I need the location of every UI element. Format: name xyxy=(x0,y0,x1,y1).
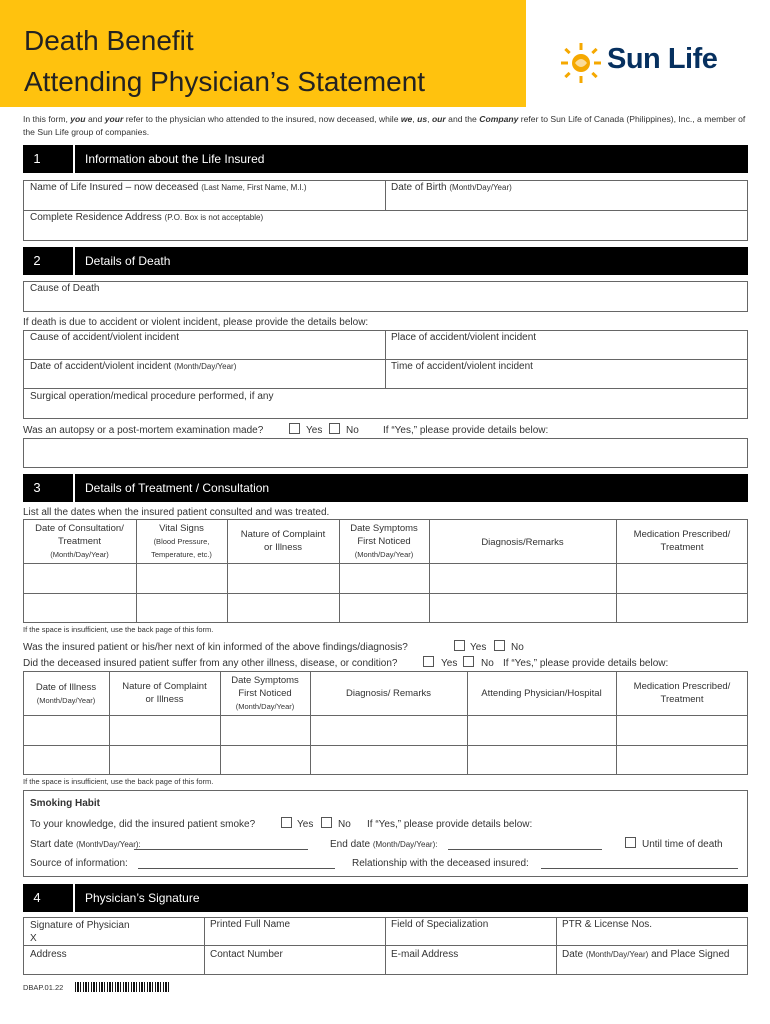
section-title: Information about the Life Insured xyxy=(85,152,265,166)
illness-row-2[interactable] xyxy=(24,746,747,774)
sun-life-logo: Sun Life xyxy=(607,43,718,75)
source-label: Source of information: xyxy=(30,858,128,869)
section-1-header xyxy=(23,145,748,173)
autopsy-yes-checkbox[interactable] xyxy=(289,423,300,434)
informed-no-label: No xyxy=(511,642,524,653)
col-nature-complaint: Nature of Complaint or Illness xyxy=(240,529,326,553)
col-vital-signs: Vital Signs (Blood Pressure, Temperature, etc.) xyxy=(151,523,212,559)
accident-cause-label: Cause of accident/violent incident xyxy=(30,332,179,343)
col-nature-complaint-2: Nature of Complaint or Illness xyxy=(122,681,207,705)
residence-address-label: Complete Residence Address (P.O. Box is not acceptable) xyxy=(30,212,264,223)
date-place-label: Date (Month/Day/Year) and Place Signed xyxy=(562,949,730,960)
illness-row-1[interactable] xyxy=(24,716,747,745)
informed-question: Was the insured patient or his/her next of kin informed of the above findings/diagnosis? xyxy=(23,642,408,653)
col-diagnosis-2: Diagnosis/ Remarks xyxy=(346,688,431,699)
autopsy-details-field[interactable] xyxy=(23,438,748,468)
contact-number-label: Contact Number xyxy=(210,949,283,960)
end-date-line[interactable] xyxy=(448,849,602,850)
signature-field[interactable]: Signature of Physician X xyxy=(30,920,130,944)
informed-yes-checkbox[interactable] xyxy=(454,640,465,651)
date-of-birth-label: Date of Birth (Month/Day/Year) xyxy=(391,182,512,193)
intro-paragraph: In this form, you and your refer to the physician who attended to the insured, now deceased, while we, us, our and the Company refer to Sun Life of Canada (Philippines), Inc., a member of the Sun Life group of companies. xyxy=(23,114,746,137)
accident-intro: If death is due to accident or violent incident, please provide the details below: xyxy=(23,317,369,328)
treatment-row-1[interactable] xyxy=(24,564,747,593)
sun-logo-icon xyxy=(558,40,604,84)
treatment-row-2[interactable] xyxy=(24,594,747,622)
surgery-label: Surgical operation/medical procedure performed, if any xyxy=(30,391,274,402)
other-illness-if-yes: If “Yes,” please provide details below: xyxy=(503,658,669,669)
start-date-label: Start date (Month/Day/Year): xyxy=(30,839,141,850)
name-of-insured-label: Name of Life Insured – now deceased (Last Name, First Name, M.I.) xyxy=(30,182,307,193)
accident-place-label: Place of accident/violent incident xyxy=(391,332,537,343)
section-number: 3 xyxy=(33,480,41,495)
physician-address-label: Address xyxy=(30,949,67,960)
email-label: E-mail Address xyxy=(391,949,459,960)
smoke-yes-checkbox[interactable] xyxy=(281,817,292,828)
printed-name-label: Printed Full Name xyxy=(210,919,291,930)
ptr-license-label: PTR & License Nos. xyxy=(562,919,653,930)
smoking-question: To your knowledge, did the insured patient smoke? xyxy=(30,819,256,830)
smoke-no-label: No xyxy=(338,819,351,830)
form-code: DBAP.01.22 xyxy=(23,983,64,992)
section-number: 1 xyxy=(33,151,41,166)
smoke-yes-label: Yes xyxy=(297,819,314,830)
cause-of-death-field[interactable] xyxy=(23,281,748,312)
col-medication: Medication Prescribed/ Treatment xyxy=(633,529,731,553)
autopsy-if-yes: If “Yes,” please provide details below: xyxy=(383,425,549,436)
col-date-consultation: Date of Consultation/ Treatment (Month/Day/Year) xyxy=(35,523,124,559)
other-illness-yes-checkbox[interactable] xyxy=(423,656,434,667)
autopsy-question: Was an autopsy or a post-mortem examination made? xyxy=(23,425,264,436)
page-title xyxy=(24,20,425,102)
section-4-header xyxy=(23,884,748,912)
col-medication-2: Medication Prescribed/ Treatment xyxy=(633,681,731,705)
accident-time-label: Time of accident/violent incident xyxy=(391,361,533,372)
section-number: 2 xyxy=(33,253,41,268)
autopsy-no-label: No xyxy=(346,425,359,436)
section-3-header xyxy=(23,474,748,502)
until-death-label: Until time of death xyxy=(642,839,723,850)
col-diagnosis: Diagnosis/Remarks xyxy=(481,537,564,548)
autopsy-yes-label: Yes xyxy=(306,425,323,436)
smoke-no-checkbox[interactable] xyxy=(321,817,332,828)
end-date-label: End date (Month/Day/Year): xyxy=(330,839,438,850)
section-title: Physician’s Signature xyxy=(85,891,200,905)
signature-x-mark: X xyxy=(30,933,37,944)
title-line-1: Death Benefit xyxy=(24,25,194,56)
col-attending-physician: Attending Physician/Hospital xyxy=(481,688,602,699)
insufficient-note-2: If the space is insufficient, use the back page of this form. xyxy=(23,777,214,786)
cause-of-death-label: Cause of Death xyxy=(30,283,100,294)
other-illness-yes-label: Yes xyxy=(441,658,458,669)
accident-date-label: Date of accident/violent incident (Month/Day/Year) xyxy=(30,361,237,372)
smoking-habit-title: Smoking Habit xyxy=(30,798,101,809)
treatment-list-intro: List all the dates when the insured patient consulted and was treated. xyxy=(23,507,330,518)
specialization-label: Field of Specialization xyxy=(391,919,489,930)
start-date-line[interactable] xyxy=(134,849,308,850)
section-number: 4 xyxy=(33,890,41,905)
other-illness-question: Did the deceased insured patient suffer from any other illness, disease, or condition? xyxy=(23,658,398,669)
col-date-symptoms-2: Date Symptoms First Noticed (Month/Day/Year) xyxy=(231,675,299,711)
insufficient-note-1: If the space is insufficient, use the back page of this form. xyxy=(23,625,214,634)
col-date-symptoms: Date Symptoms First Noticed (Month/Day/Year) xyxy=(350,523,418,559)
col-date-illness: Date of Illness (Month/Day/Year) xyxy=(35,682,97,705)
relationship-label: Relationship with the deceased insured: xyxy=(352,858,529,869)
relationship-line[interactable] xyxy=(541,868,738,869)
section-2-header xyxy=(23,247,748,275)
autopsy-no-checkbox[interactable] xyxy=(329,423,340,434)
source-line[interactable] xyxy=(138,868,335,869)
informed-yes-label: Yes xyxy=(470,642,487,653)
informed-no-checkbox[interactable] xyxy=(494,640,505,651)
title-line-2: Attending Physician’s Statement xyxy=(24,66,426,97)
other-illness-no-checkbox[interactable] xyxy=(463,656,474,667)
other-illness-no-label: No xyxy=(481,658,494,669)
section-title: Details of Death xyxy=(85,254,171,268)
barcode xyxy=(75,982,171,992)
until-death-checkbox[interactable] xyxy=(625,837,636,848)
section-title: Details of Treatment / Consultation xyxy=(85,481,270,495)
smoke-if-yes: If “Yes,” please provide details below: xyxy=(367,819,533,830)
